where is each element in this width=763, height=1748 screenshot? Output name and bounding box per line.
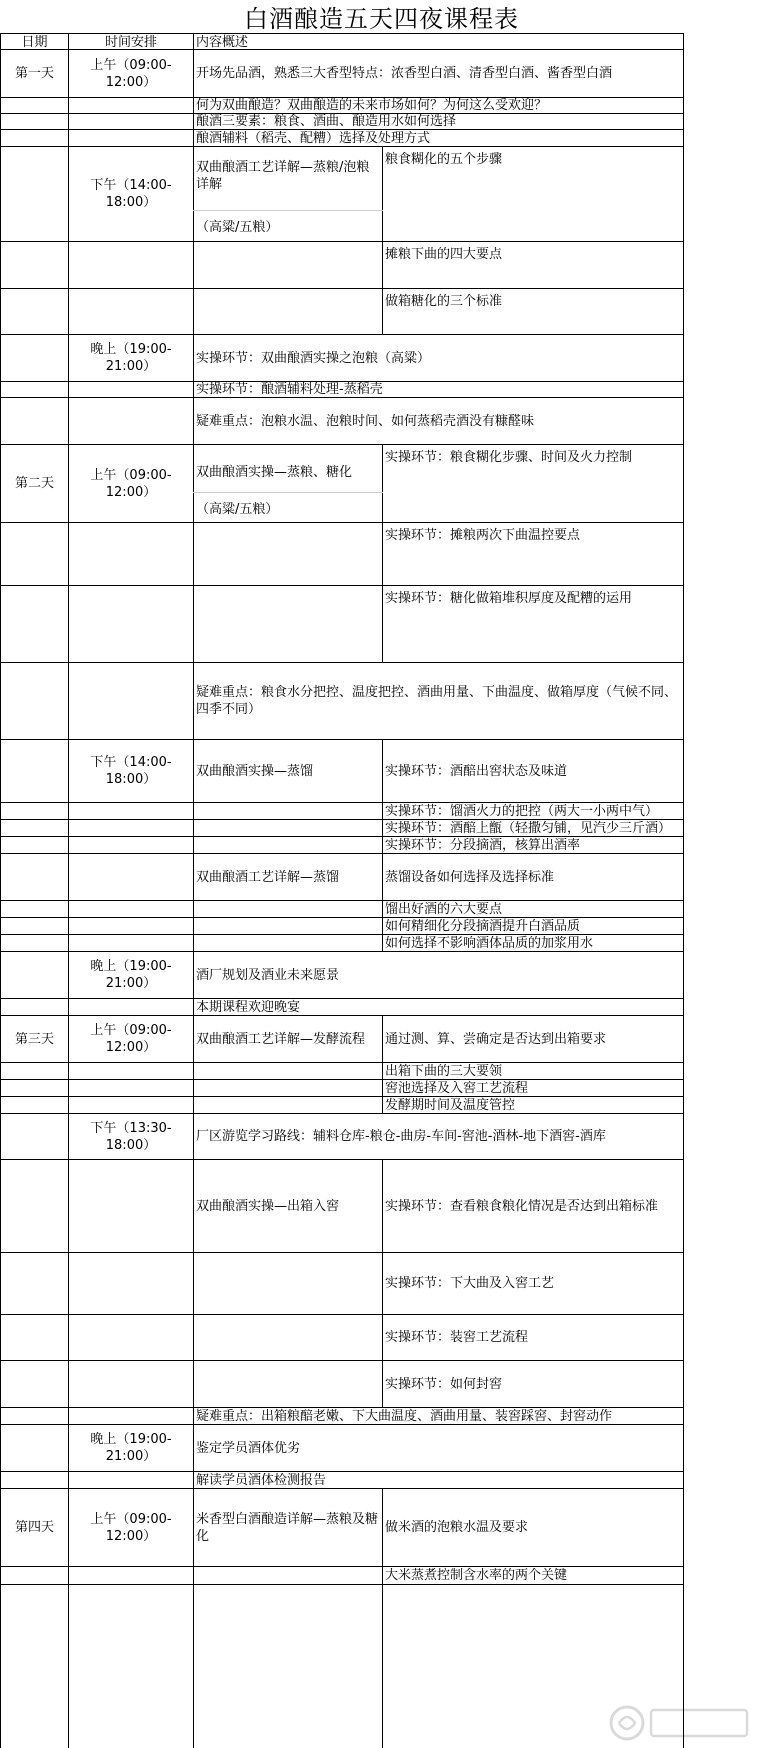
content-cell: 实操环节：糖化做箱堆积厚度及配糟的运用 xyxy=(385,591,633,606)
content-cell: 如何选择不影响酒体品质的加浆用水 xyxy=(385,935,594,951)
content-cell: 酒厂规划及酒业未来愿景 xyxy=(196,967,340,983)
session-label: 晚上（19:00-21:00） xyxy=(90,1432,172,1464)
content-cell: 实操环节：查看粮食粮化情况是否达到出箱标准 xyxy=(385,1198,659,1214)
table-grid-faint-line xyxy=(194,210,383,211)
topic-cell: 双曲酿酒实操—出箱入窖 xyxy=(196,1198,340,1214)
table-grid-vline xyxy=(683,1584,684,1748)
session-label: 下午（13:30-18:00） xyxy=(90,1120,172,1153)
content-cell: 疑难重点：出箱粮醅老嫩、下大曲温度、酒曲用量、装窖踩窖、封窖动作 xyxy=(196,1408,613,1424)
table-grid-vline xyxy=(68,33,69,1584)
content-cell: 实操环节：酿酒辅料处理-蒸稻壳 xyxy=(196,382,383,397)
content-cell: 疑难重点：泡粮水温、泡粮时间、如何蒸稻壳酒没有糠醛味 xyxy=(196,413,535,429)
session-label: 上午（09:00-12:00） xyxy=(90,1511,172,1544)
topic-cell: 双曲酿酒实操—蒸馏 xyxy=(196,763,314,779)
content-cell: 如何精细化分段摘酒提升白酒品质 xyxy=(385,918,581,934)
content-cell: 做米酒的泡粮水温及要求 xyxy=(385,1520,529,1535)
content-cell: 本期课程欢迎晚宴 xyxy=(196,999,301,1015)
table-grid-vline xyxy=(382,1584,383,1748)
content-cell: 酿酒三要素：粮食、酒曲、酿造用水如何选择 xyxy=(196,114,457,129)
content-cell: 做箱糖化的三个标准 xyxy=(385,294,503,309)
topic-cell: 米香型白酒酿造详解—蒸粮及糖化 xyxy=(196,1511,379,1544)
content-cell: 实操环节：如何封窖 xyxy=(385,1376,503,1392)
table-grid-vline xyxy=(683,33,684,1584)
content-cell: 摊粮下曲的四大要点 xyxy=(385,247,503,262)
content-cell: 大米蒸煮控制含水率的两个关键 xyxy=(385,1568,568,1583)
day-label: 第四天 xyxy=(14,1520,54,1535)
topic-cell: 双曲酿酒工艺详解—发酵流程 xyxy=(196,1031,366,1047)
content-cell: 厂区游览学习路线：辅料仓库-粮仓-曲房-车间-窖池-酒林-地下酒窖-酒库 xyxy=(196,1129,606,1144)
watermark-logo-icon xyxy=(605,1700,755,1746)
content-cell: 实操环节：酒醅上甑（轻撒匀铺，见汽少三斤酒） xyxy=(385,820,672,836)
table-grid-vline xyxy=(193,1584,194,1748)
session-label: 上午（09:00-12:00） xyxy=(90,467,172,500)
table-grid-vline xyxy=(68,1584,69,1748)
content-cell: 疑难重点：粮食水分把控、温度把控、酒曲用量、下曲温度、做箱厚度（气候不同、四季不同） xyxy=(196,685,678,717)
table-grid-hline xyxy=(0,1584,684,1585)
content-cell: 实操环节：酒醅出窖状态及味道 xyxy=(385,763,568,779)
content-cell: 发酵期时间及温度管控 xyxy=(385,1097,516,1113)
day-label: 第二天 xyxy=(14,476,54,491)
content-cell: 窖池选择及入窖工艺流程 xyxy=(385,1080,529,1096)
column-header-time: 时间安排 xyxy=(104,35,157,49)
content-cell: 实操环节：粮食糊化步骤、时间及火力控制 xyxy=(385,450,633,465)
session-label: 下午（14:00-18:00） xyxy=(90,178,172,210)
content-cell: 实操环节：馏酒火力的把控（两大一小两中气） xyxy=(385,803,659,819)
content-cell: 蒸馏设备如何选择及选择标准 xyxy=(385,869,555,885)
topic-cell: 双曲酿酒实操—蒸粮、糖化 xyxy=(196,465,353,480)
content-cell: 何为双曲酿造？双曲酿造的未来市场如何？为何这么受欢迎？ xyxy=(196,98,548,113)
content-cell: 馏出好酒的六大要点 xyxy=(385,901,503,917)
content-cell: 实操环节：下大曲及入窖工艺 xyxy=(385,1276,555,1291)
table-grid-faint-line xyxy=(194,492,383,493)
day-label: 第一天 xyxy=(14,66,54,81)
topic-cell: 双曲酿酒工艺详解—蒸粮/泡粮详解 xyxy=(196,160,370,192)
day-label: 第三天 xyxy=(14,1031,54,1047)
page-title: 白酒酿造五天四夜课程表 xyxy=(244,5,519,33)
content-cell: 实操环节：装窖工艺流程 xyxy=(385,1330,529,1345)
content-cell: 出箱下曲的三大要领 xyxy=(385,1063,503,1079)
table-grid-vline xyxy=(193,33,194,1584)
content-cell: 鉴定学员酒体优劣 xyxy=(196,1440,301,1456)
content-cell: 通过测、算、尝确定是否达到出箱要求 xyxy=(385,1031,607,1047)
content-cell: 解读学员酒体检测报告 xyxy=(196,1472,327,1488)
session-label: 晚上（19:00-21:00） xyxy=(90,342,172,374)
topic-cell-sub: （高粱/五粮） xyxy=(196,220,279,235)
session-label: 晚上（19:00-21:00） xyxy=(90,959,172,991)
session-label: 上午（09:00-12:00） xyxy=(90,1023,172,1055)
topic-cell-sub: （高粱/五粮） xyxy=(196,502,279,517)
table-grid-vline xyxy=(382,33,383,1584)
content-cell: 实操环节：摊粮两次下曲温控要点 xyxy=(385,528,581,543)
session-label: 上午（09:00-12:00） xyxy=(90,57,172,90)
topic-cell: 双曲酿酒工艺详解—蒸馏 xyxy=(196,869,340,885)
column-header-date: 日期 xyxy=(21,35,48,49)
content-cell: 酿酒辅料（稻壳、配糟）选择及处理方式 xyxy=(196,130,431,146)
table-grid-vline xyxy=(0,33,1,1584)
content-cell: 粮食糊化的五个步骤 xyxy=(385,152,503,167)
content-cell: 开场先品酒，熟悉三大香型特点：浓香型白酒、清香型白酒、酱香型白酒 xyxy=(196,66,613,81)
content-cell: 实操环节：分段摘酒，核算出酒率 xyxy=(385,837,581,853)
content-cell: 实操环节：双曲酿酒实操之泡粮（高粱） xyxy=(196,350,431,366)
table-grid-vline xyxy=(0,1584,1,1748)
session-label: 下午（14:00-18:00） xyxy=(90,755,172,787)
column-header-content: 内容概述 xyxy=(196,35,249,49)
